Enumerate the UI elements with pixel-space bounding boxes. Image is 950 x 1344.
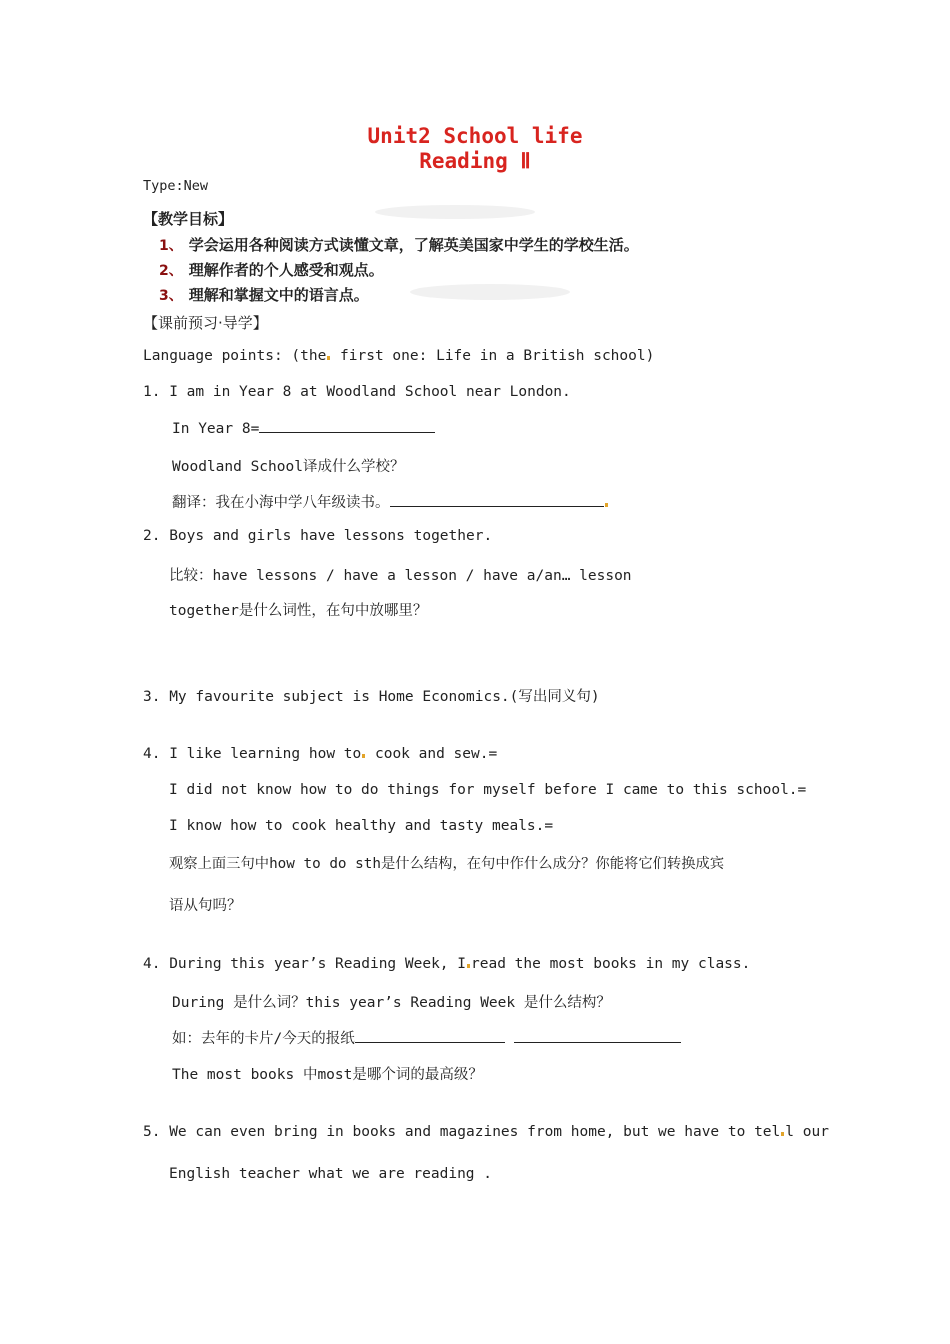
question-5-sub: English teacher what we are reading . xyxy=(169,1166,493,1182)
question-1-sub: In Year 8= xyxy=(172,420,435,437)
mark-dot xyxy=(327,356,330,360)
question-4-sub: I did not know how to do things for myself before I came to this school.= xyxy=(169,782,807,798)
type-line: Type:New xyxy=(143,178,209,194)
question-4-sub: I know how to cook healthy and tasty meals.= xyxy=(169,818,554,834)
mark-dot xyxy=(467,964,470,968)
question-4-sub: 观察上面三句中how to do sth是什么结构，在句中作什么成分？你能将它们转换成宾 xyxy=(169,856,725,872)
objective-text: 学会运用各种阅读方式读懂文章，了解英美国家中学生的学校生活。 xyxy=(188,236,639,254)
objective-text: 理解和掌握文中的语言点。 xyxy=(188,286,369,304)
page-title: Unit2 School life xyxy=(367,124,583,148)
question-2-sub: together是什么词性，在句中放哪里？ xyxy=(169,603,428,619)
answer-blank[interactable] xyxy=(390,494,604,507)
question-4b-sub: The most books 中most是哪个词的最高级？ xyxy=(172,1067,483,1083)
objective-item xyxy=(159,284,369,305)
answer-blank[interactable] xyxy=(355,1030,505,1043)
question-5: 5. We can even bring in books and magazines from home, but we have to tel l our xyxy=(143,1124,829,1140)
page-subtitle: Reading Ⅱ xyxy=(419,149,531,173)
objective-text: 理解作者的个人感受和观点。 xyxy=(188,261,384,279)
objective-number: 2、 xyxy=(159,263,183,279)
scan-smudge xyxy=(375,205,535,219)
language-points: Language points: (the first one: Life in a British school) xyxy=(143,348,655,364)
preview-heading: 【课前预习·导学】 xyxy=(143,314,268,332)
question-2: 2. Boys and girls have lessons together. xyxy=(143,528,493,544)
answer-blank[interactable] xyxy=(514,1030,681,1043)
objective-number: 3、 xyxy=(159,288,183,304)
mark-dot xyxy=(362,754,365,758)
question-4: 4. I like learning how to cook and sew.= xyxy=(143,746,498,762)
question-3: 3. My favourite subject is Home Economics.(写出同义句) xyxy=(143,689,600,705)
objective-number: 1、 xyxy=(159,238,183,254)
question-4b-sub: 如：去年的卡片/今天的报纸 xyxy=(172,1027,681,1048)
question-1: 1. I am in Year 8 at Woodland School near London. xyxy=(143,384,571,400)
question-1-sub: Woodland School译成什么学校？ xyxy=(172,459,405,475)
mark-dot xyxy=(781,1132,784,1136)
question-4-sub: 语从句吗？ xyxy=(169,898,242,914)
question-4b: 4. During this year’s Reading Week, I read the most books in my class. xyxy=(143,956,751,972)
question-4b-sub: During 是什么词？this year’s Reading Week 是什么结构？ xyxy=(172,995,611,1011)
question-1-sub: 翻译：我在小海中学八年级读书。 xyxy=(172,491,609,512)
question-2-sub: 比较：have lessons / have a lesson / have a/an… lesson xyxy=(169,568,632,584)
objectives-heading: 【教学目标】 xyxy=(143,210,234,228)
answer-blank[interactable] xyxy=(259,420,435,433)
objective-item xyxy=(159,234,639,255)
mark-dot xyxy=(605,503,608,507)
scan-smudge xyxy=(410,284,570,300)
objective-item xyxy=(159,259,384,280)
